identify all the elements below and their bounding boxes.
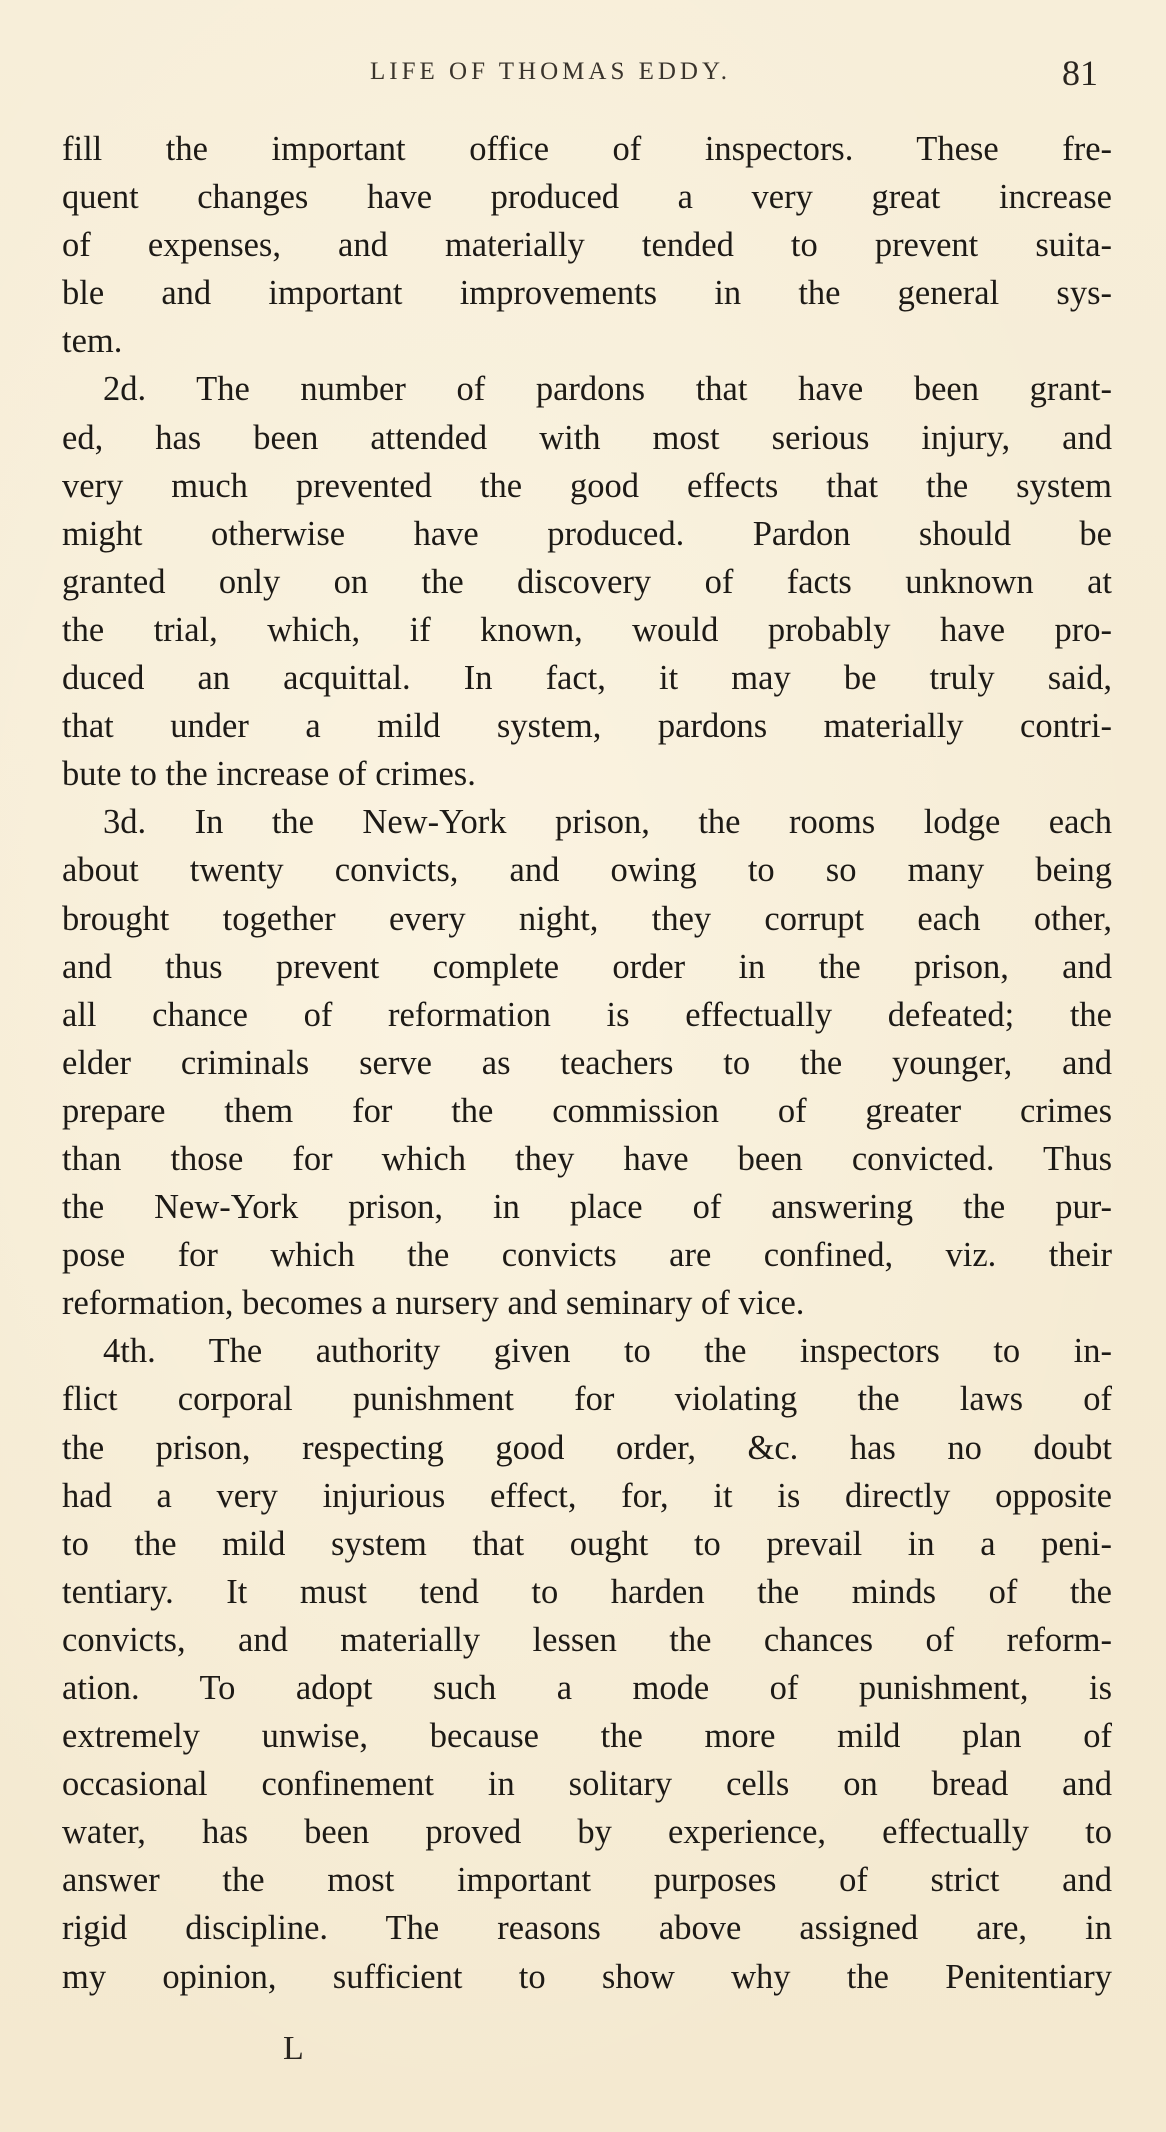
text-line: about twenty convicts, and owing to so many being (62, 851, 1112, 890)
text-line: 4th. The authority given to the inspectors to in- (103, 1332, 1112, 1371)
text-line: reformation, becomes a nursery and seminary of vice. (62, 1284, 805, 1323)
page-number: 81 (1062, 53, 1098, 93)
text-line: the prison, respecting good order, &c. has no doubt (62, 1428, 1112, 1467)
text-line: tem. (62, 322, 123, 361)
text-line: duced an acquittal. In fact, it may be truly said, (62, 659, 1112, 698)
text-line: that under a mild system, pardons materially contri- (62, 707, 1112, 746)
text-line: 3d. In the New-York prison, the rooms lodge each (103, 803, 1112, 842)
text-line: ble and important improvements in the general sys- (62, 274, 1112, 313)
text-line: convicts, and materially lessen the chances of reform- (62, 1620, 1112, 1659)
text-line: and thus prevent complete order in the prison, and (62, 947, 1112, 986)
signature-mark: L (283, 2030, 304, 2067)
text-line: the New-York prison, in place of answering the pur- (62, 1188, 1112, 1227)
running-title: LIFE OF THOMAS EDDY. (370, 58, 732, 85)
body-text (62, 125, 1112, 2001)
text-line: answer the most important purposes of strict and (62, 1861, 1112, 1900)
text-line: the trial, which, if known, would probably have pro- (62, 610, 1112, 649)
text-line: very much prevented the good effects that the system (62, 466, 1112, 505)
text-line: might otherwise have produced. Pardon should be (62, 514, 1112, 553)
text-line: ation. To adopt such a mode of punishment, is (62, 1669, 1112, 1707)
text-line: flict corporal punishment for violating the laws of (62, 1380, 1112, 1419)
text-line: pose for which the convicts are confined, viz. their (62, 1236, 1112, 1275)
text-line: quent changes have produced a very great increase (62, 178, 1112, 217)
text-line: extremely unwise, because the more mild plan of (62, 1717, 1112, 1756)
text-line: bute to the increase of crimes. (62, 755, 476, 794)
text-line: of expenses, and materially tended to prevent suita- (62, 226, 1112, 265)
text-line: fill the important office of inspectors. These fre- (62, 130, 1112, 168)
text-line: to the mild system that ought to prevail in a peni- (62, 1524, 1112, 1563)
text-line: ed, has been attended with most serious injury, and (62, 418, 1112, 457)
text-line: tentiary. It must tend to harden the minds of the (62, 1572, 1112, 1611)
text-line: my opinion, sufficient to show why the Penitentiary (62, 1957, 1112, 1996)
text-line: water, has been proved by experience, effectually to (62, 1813, 1112, 1852)
text-line: brought together every night, they corrupt each other, (62, 899, 1112, 938)
text-line: prepare them for the commission of greater crimes (62, 1091, 1112, 1130)
text-line: had a very injurious effect, for, it is directly opposite (62, 1476, 1112, 1515)
running-head (0, 48, 1166, 98)
text-line: elder criminals serve as teachers to the younger, and (62, 1043, 1112, 1082)
text-line: occasional confinement in solitary cells on bread and (62, 1765, 1112, 1804)
text-line: rigid discipline. The reasons above assigned are, in (62, 1909, 1112, 1948)
text-line: all chance of reformation is effectually defeated; the (62, 995, 1112, 1034)
text-line: granted only on the discovery of facts unknown at (62, 562, 1112, 601)
text-line: than those for which they have been convicted. Thus (62, 1139, 1112, 1178)
text-line: 2d. The number of pardons that have been grant- (103, 370, 1112, 409)
